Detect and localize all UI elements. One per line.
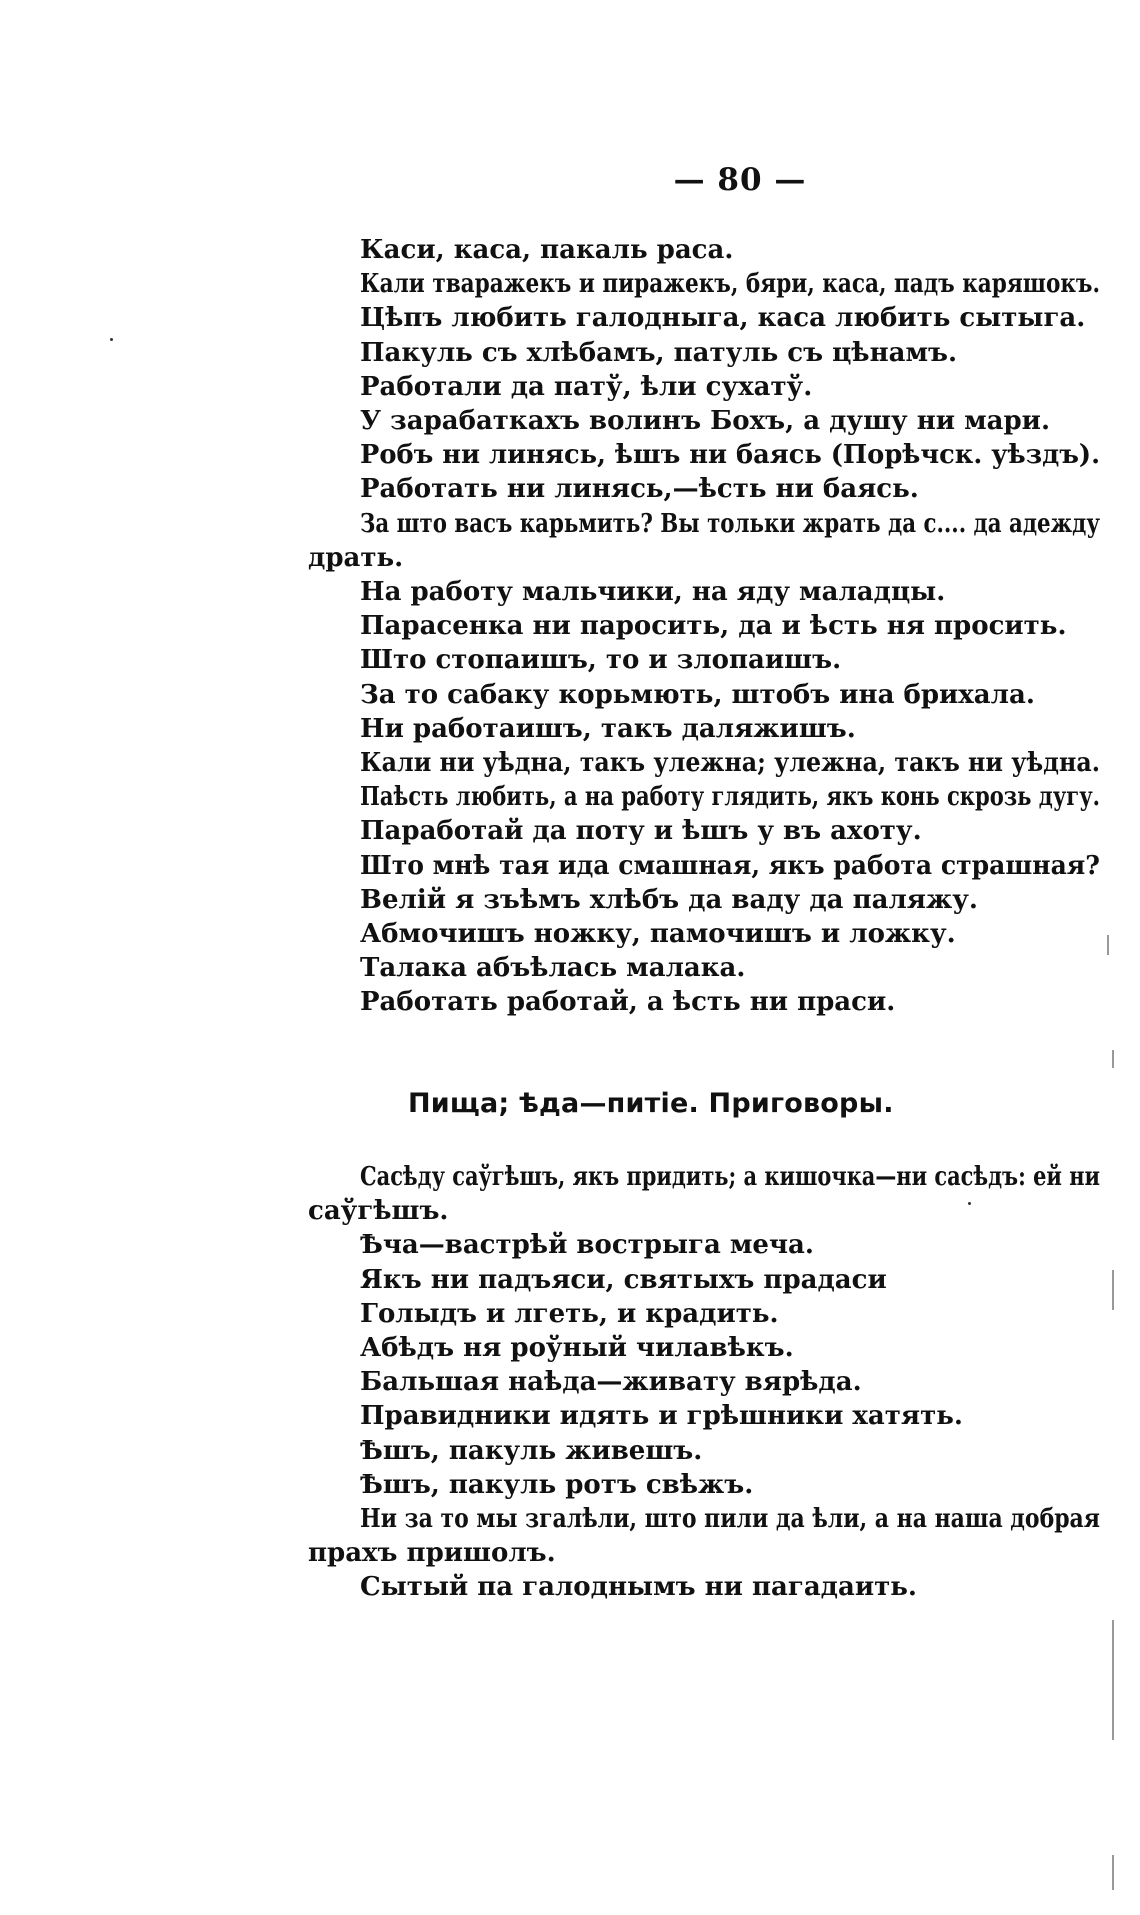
text-line: Што мнѣ тая ида смашная, якъ работа страшная? <box>360 850 1100 881</box>
text-line: Парасенка ни паросить, да и ѣсть ня просить. <box>360 611 1067 642</box>
text-line: Голыдъ и лгеть, и крадить. <box>360 1298 779 1329</box>
text-line: Паѣсть любить, а на работу глядить, якъ конь скрозь дугу. <box>360 782 1101 813</box>
text-line: Велій я зъѣмъ хлѣбъ да ваду да паляжу. <box>360 884 978 915</box>
text-line: Работали да патў, ѣли сухатў. <box>360 371 813 402</box>
text-line: Паработай да поту и ѣшъ у въ ахоту. <box>360 816 922 847</box>
proverbs-work-section <box>308 233 1108 1020</box>
scan-edge-mark <box>1112 1270 1114 1310</box>
section-heading: Пища; ѣда—питіе. Приговоры. <box>408 1088 894 1119</box>
text-line: Бальшая наѣда—живату вярѣда. <box>360 1367 862 1398</box>
text-line: Пакуль съ хлѣбамъ, патуль съ цѣнамъ. <box>360 337 958 368</box>
text-line: Работать ни линясь,—ѣсть ни баясь. <box>360 474 919 505</box>
text-line: Ѣшъ, пакуль ротъ свѣжъ. <box>360 1469 754 1500</box>
ink-speck <box>968 1202 971 1205</box>
text-line: На работу мальчики, на яду маладцы. <box>360 577 946 608</box>
text-line: За што васъ карьмить? Вы тольки жрать да с.... да адежду <box>360 508 1100 539</box>
proverbs-food-section <box>308 1160 1108 1605</box>
scan-edge-mark <box>1112 1050 1114 1068</box>
page-number: — 80 — <box>673 162 807 198</box>
text-line: Ѣча—вастрѣй вострыга меча. <box>360 1230 814 1261</box>
text-line: Работать работай, а ѣсть ни праси. <box>360 987 896 1018</box>
text-line: Каси, каса, пакаль раса. <box>360 235 734 265</box>
text-line: Абмочишъ ножку, памочишъ и ложку. <box>360 919 956 950</box>
text-line: У зарабаткахъ волинъ Бохъ, а душу ни мари. <box>360 406 1051 437</box>
scan-edge-mark <box>1112 1855 1114 1890</box>
text-line: За то сабаку корьмють, штобъ ина брихала. <box>360 679 1035 710</box>
text-line: Ни работаишъ, такъ даляжишъ. <box>360 713 856 744</box>
text-line: Абѣдъ ня роўный чилавѣкъ. <box>360 1333 794 1364</box>
text-line-continuation: драть. <box>308 542 404 573</box>
text-line-continuation: саўгѣшъ. <box>308 1196 449 1227</box>
text-line: Кали тваражекъ и пиражекъ, бяри, каса, падъ каряшокъ. <box>360 269 1100 300</box>
text-line: Кали ни уѣдна, такъ улежна; улежна, такъ ни уѣдна. <box>360 748 1100 779</box>
text-line: Што стопаишъ, то и злопаишъ. <box>360 645 842 676</box>
text-line: Ни за то мы згалѣли, што пили да ѣли, а на наша добрая <box>360 1504 1100 1535</box>
text-line: Робъ ни линясь, ѣшъ ни баясь (Порѣчск. уѣздъ). <box>360 440 1101 471</box>
text-line: Ѣшъ, пакуль живешъ. <box>360 1435 703 1466</box>
scan-edge-mark <box>1107 935 1109 955</box>
ink-speck <box>110 338 113 341</box>
scan-edge-mark <box>1112 1620 1114 1740</box>
text-line: Якъ ни падъяси, святыхъ прадаси <box>360 1264 887 1295</box>
text-line: Сытый па галоднымъ ни пагадаить. <box>360 1572 917 1603</box>
text-line-continuation: прахъ пришолъ. <box>308 1538 556 1569</box>
text-line: Талака абъѣлась малака. <box>360 953 746 984</box>
text-line: Цѣпъ любить галодныга, каса любить сытыга. <box>360 303 1086 334</box>
text-line: Сасѣду саўгѣшъ, якъ придить; а кишочка—ни сасѣдъ: ей ни <box>360 1162 1101 1192</box>
text-line: Правидники идять и грѣшники хатять. <box>360 1401 963 1432</box>
